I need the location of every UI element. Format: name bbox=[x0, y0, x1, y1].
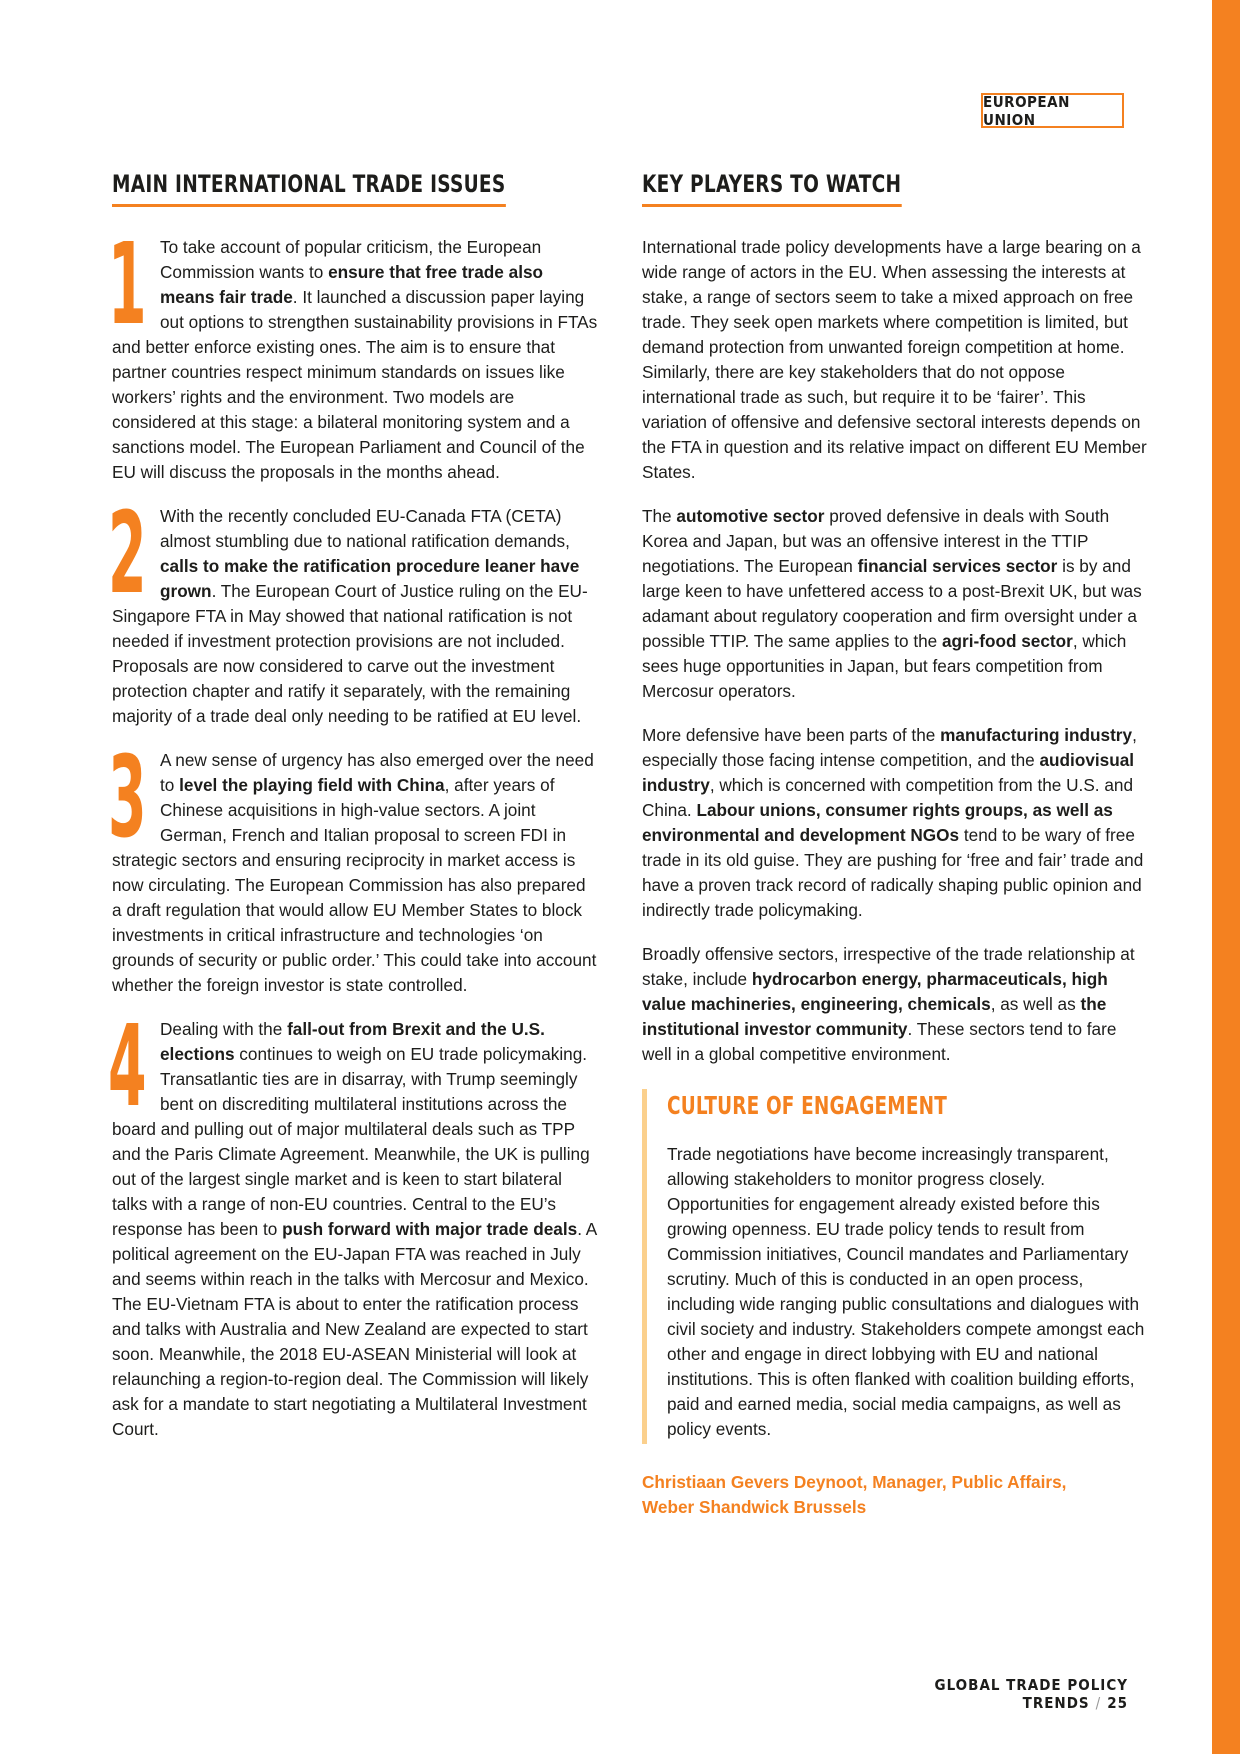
publication-name: GLOBAL TRADE POLICY TRENDS bbox=[934, 1676, 1128, 1712]
text-run: , after years of Chinese acquisitions in high-value sectors. A joint German, French and Italian proposal to screen FDI in strategic sectors and ensuring reciprocity in market access is now circulating. The European Commission has also prepared a draft regulation that would allow EU Member States to block investments in critical infrastructure and technologies ‘on grounds of security or public order.’ This could take into account whether the foreign investor is state controlled. bbox=[112, 775, 597, 995]
bold-text: level the playing field with China bbox=[179, 775, 445, 795]
text-run: tend to be wary of free trade in its old guise. They are pushing for ‘free and fair’ trade and have a proven track record of radically shaping public opinion and indirectly trade policymaking. bbox=[642, 825, 1144, 920]
key-players-paragraph bbox=[642, 235, 1147, 485]
text-run: The bbox=[642, 506, 677, 526]
issue-number: 1 bbox=[108, 220, 147, 350]
text-run: . These sectors tend to fare well in a global competitive environment. bbox=[642, 1019, 1117, 1064]
text-run: Dealing with the bbox=[160, 1019, 288, 1039]
issue-number: 2 bbox=[108, 489, 147, 619]
key-players-paragraph bbox=[642, 504, 1147, 704]
orange-side-bar bbox=[1212, 0, 1240, 1754]
key-players-text bbox=[642, 235, 1147, 1067]
bold-text: automotive sector bbox=[676, 506, 825, 526]
issue-text bbox=[108, 489, 598, 729]
bold-text: financial services sector bbox=[857, 556, 1058, 576]
page-number: 25 bbox=[1107, 1694, 1128, 1712]
bold-text: calls to make the ratification procedure leaner have grown bbox=[160, 556, 580, 601]
page-footer bbox=[860, 1676, 1128, 1712]
bold-text: manufacturing industry bbox=[940, 725, 1133, 745]
text-run: , as well as bbox=[990, 994, 1081, 1014]
issue-item bbox=[108, 1002, 598, 1442]
text-run: continues to weigh on EU trade policymaking. Transatlantic ties are in disarray, with Trump seemingly bent on discrediting multilateral institutions across the board and pulling out of major multilateral deals such as TPP and the Paris Climate Agreement. Meanwhile, the UK is pulling out of the largest single market and is keen to start bilateral talks with a range of non-EU countries. Central to the EU’s response has been to bbox=[112, 1044, 590, 1239]
issue-item bbox=[108, 489, 598, 729]
text-run: , which is concerned with competition from the U.S. and China. bbox=[642, 775, 1134, 820]
author-line-2: Weber Shandwick Brussels bbox=[642, 1497, 867, 1517]
engagement-title: CULTURE OF ENGAGEMENT bbox=[667, 1091, 947, 1120]
text-run: International trade policy developments have a large bearing on a wide range of actors in the EU. When assessing the interests at stake, a range of sectors seem to take a mixed approach on free trade. They seek open markets where competition is limited, but demand protection from unwanted foreign competition at home. Similarly, there are key stakeholders that do not oppose international trade as such, but require it to be ‘fairer’. This variation of offensive and defensive sectoral interests depends on the FTA in question and its relative impact on different EU Member States. bbox=[642, 237, 1147, 482]
issue-text bbox=[108, 1002, 598, 1442]
bold-text: audiovisual industry bbox=[642, 750, 1135, 795]
left-column bbox=[108, 170, 598, 1461]
issue-number: 3 bbox=[108, 733, 147, 863]
text-run: . It launched a discussion paper laying out options to strengthen sustainability provisions in FTAs and better enforce existing ones. The aim is to ensure that partner countries respect minimum standards on issues like workers’ rights and the environment. Two models are considered at this stage: a bilateral monitoring system and a sanctions model. The European Parliament and Council of the EU will discuss the proposals in the months ahead. bbox=[112, 287, 598, 482]
bold-text: the institutional investor community bbox=[642, 994, 1107, 1039]
text-run: , especially those facing intense competition, and the bbox=[642, 725, 1137, 770]
region-tag: EUROPEAN UNION bbox=[981, 93, 1124, 128]
section-title-key-players: KEY PLAYERS TO WATCH bbox=[642, 170, 901, 207]
issue-item bbox=[108, 733, 598, 998]
issue-text bbox=[108, 220, 598, 485]
issue-item bbox=[108, 220, 598, 485]
text-run: is by and large keen to have unfettered access to a post-Brexit UK, but was adamant about regulatory cooperation and firm oversight under a possible TTIP. The same applies to the bbox=[642, 556, 1142, 651]
engagement-body: Trade negotiations have become increasingly transparent, allowing stakeholders to monitor progress closely. Opportunities for engagement already existed before this growing openness. EU trade policy tends to result from Commission initiatives, Council mandates and Parliamentary scrutiny. Much of this is conducted in an open process, including wide ranging public consultations and dialogues with civil society and industry. Stakeholders compete amongst each other and engage in direct lobbying with EU and national institutions. This is often flanked with coalition building efforts, paid and earned media, social media campaigns, as well as policy events. bbox=[667, 1144, 1145, 1439]
text-run: More defensive have been parts of the bbox=[642, 725, 941, 745]
text-run: . A political agreement on the EU-Japan FTA was reached in July and seems within reach in the talks with Mercosur and Mexico. The EU-Vietnam FTA is about to enter the ratification process and talks with Australia and New Zealand are expected to start soon. Meanwhile, the 2018 EU-ASEAN Ministerial will look at relaunching a region-to-region deal. The Commission will likely ask for a mandate to start negotiating a Multilateral Investment Court. bbox=[112, 1219, 597, 1439]
bold-text: hydrocarbon energy, pharmaceuticals, high value machineries, engineering, chemicals bbox=[642, 969, 1108, 1014]
bold-text: ensure that free trade also means fair trade bbox=[160, 262, 544, 307]
bold-text: agri-food sector bbox=[942, 631, 1073, 651]
bold-text: push forward with major trade deals bbox=[282, 1219, 578, 1239]
bold-text: Labour unions, consumer rights groups, as well as environmental and development NGOs bbox=[642, 800, 1113, 845]
footer-separator: / bbox=[1095, 1694, 1102, 1712]
key-players-paragraph bbox=[642, 942, 1147, 1067]
engagement-box bbox=[642, 1089, 1147, 1444]
author-line-1: Christiaan Gevers Deynoot, Manager, Public Affairs, bbox=[642, 1472, 1067, 1492]
key-players-paragraph bbox=[642, 723, 1147, 923]
text-run: , which sees huge opportunities in Japan, but fears competition from Mercosur operators. bbox=[642, 631, 1127, 701]
text-run: . The European Court of Justice ruling on the EU-Singapore FTA in May showed that national ratification is not needed if investment protection provisions are not included. Proposals are now considered to carve out the investment protection chapter and ratify it separately, with the remaining majority of a trade deal only needing to be ratified at EU level. bbox=[112, 581, 588, 726]
section-title-trade-issues: MAIN INTERNATIONAL TRADE ISSUES bbox=[112, 170, 506, 207]
bold-text: fall-out from Brexit and the U.S. elections bbox=[160, 1019, 545, 1064]
text-run: Broadly offensive sectors, irrespective of the trade relationship at stake, include bbox=[642, 944, 1135, 989]
text-run: To take account of popular criticism, the European Commission wants to bbox=[160, 237, 542, 282]
right-column bbox=[642, 170, 1147, 1520]
issue-number: 4 bbox=[108, 1002, 147, 1132]
issue-text bbox=[108, 733, 598, 998]
issues-list bbox=[108, 220, 598, 1442]
text-run: A new sense of urgency has also emerged over the need to bbox=[160, 750, 594, 795]
text-run: With the recently concluded EU-Canada FTA (CETA) almost stumbling due to national ratification demands, bbox=[160, 506, 570, 551]
text-run: proved defensive in deals with South Korea and Japan, but was an offensive interest in the TTIP negotiations. The European bbox=[642, 506, 1110, 576]
author-credit bbox=[642, 1470, 1147, 1520]
